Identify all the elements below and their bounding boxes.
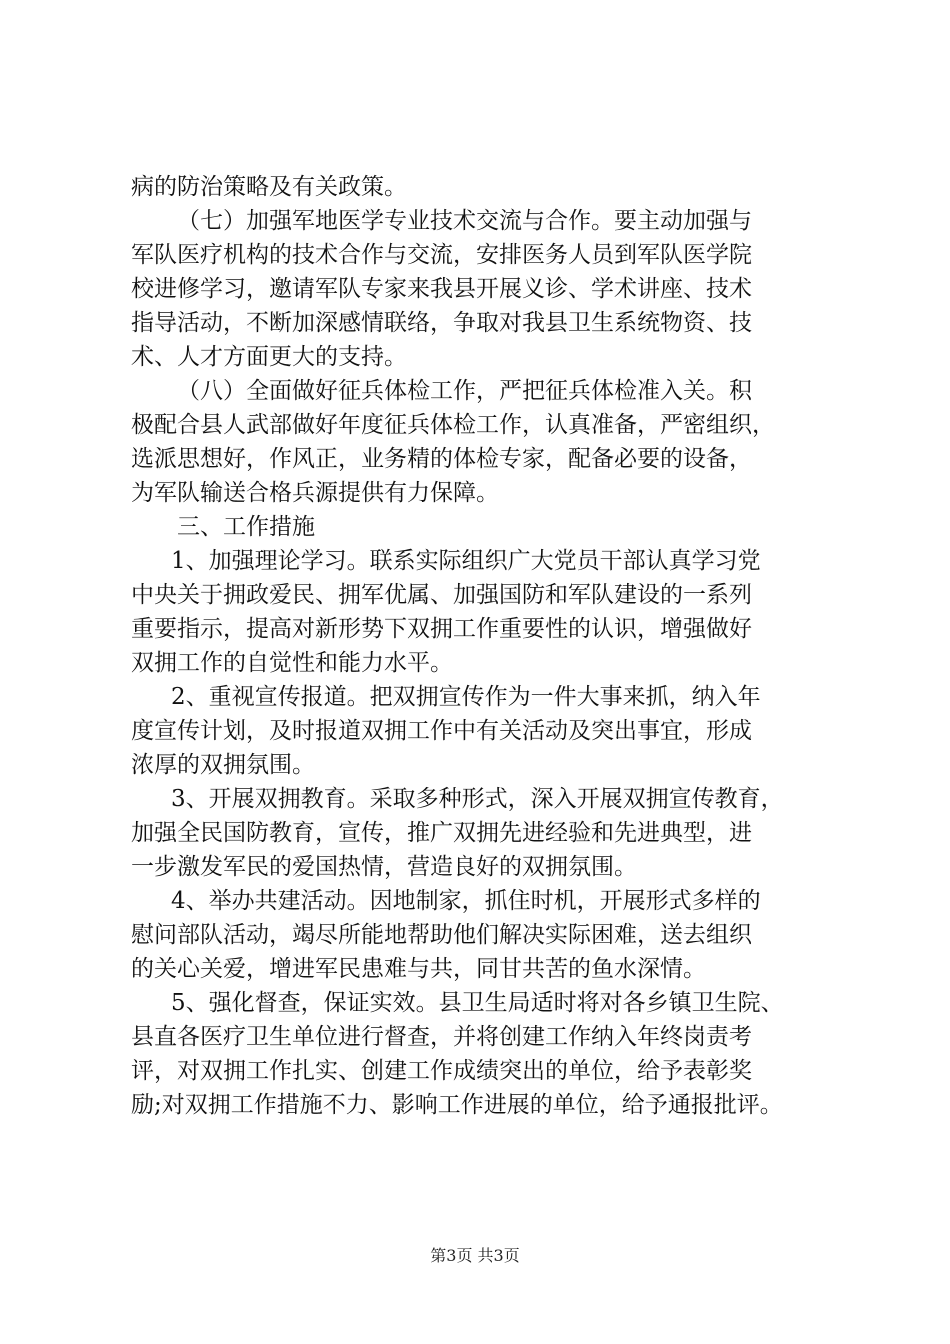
section-heading: 三、工作措施 xyxy=(177,514,315,540)
text-line: 军队医疗机构的技术合作与交流，安排医务人员到军队医学院 xyxy=(131,242,752,268)
text-line: 评，对双拥工作扎实、创建工作成绩突出的单位，给予表彰奖 xyxy=(131,1058,752,1084)
text-line: 励;对双拥工作措施不力、影响工作进展的单位，给予通报批评。 xyxy=(131,1092,783,1118)
text-line: 校进修学习，邀请军队专家来我县开展义诊、学术讲座、技术 xyxy=(131,276,752,302)
text-line: 5、强化督查，保证实效。县卫生局适时将对各乡镇卫生院、 xyxy=(171,990,784,1016)
text-line: 为军队输送合格兵源提供有力保障。 xyxy=(131,480,499,506)
text-line: 3、开展双拥教育。采取多种形式，深入开展双拥宣传教育， xyxy=(171,786,784,812)
text-line: 重要指示，提高对新形势下双拥工作重要性的认识，增强做好 xyxy=(131,616,752,642)
text-line: 2、重视宣传报道。把双拥宣传作为一件大事来抓，纳入年 xyxy=(171,684,761,710)
text-line: 1、加强理论学习。联系实际组织广大党员干部认真学习党 xyxy=(171,548,761,574)
text-line: 极配合县人武部做好年度征兵体检工作，认真准备，严密组织， xyxy=(131,412,775,438)
page-number-footer: 第3页 共3页 xyxy=(430,1246,520,1265)
text-line: 病的防治策略及有关政策。 xyxy=(131,174,407,200)
text-line: 县直各医疗卫生单位进行督查，并将创建工作纳入年终岗责考 xyxy=(131,1024,752,1050)
text-line: 术、人才方面更大的支持。 xyxy=(131,344,407,370)
text-line: 指导活动，不断加深感情联络，争取对我县卫生系统物资、技 xyxy=(131,310,752,336)
text-line: 双拥工作的自觉性和能力水平。 xyxy=(131,650,453,676)
text-line: 度宣传计划，及时报道双拥工作中有关活动及突出事宜，形成 xyxy=(131,718,752,744)
text-line: 4、举办共建活动。因地制家，抓住时机，开展形式多样的 xyxy=(171,888,761,914)
text-line: 中央关于拥政爱民、拥军优属、加强国防和军队建设的一系列 xyxy=(131,582,752,608)
text-line: （七）加强军地医学专业技术交流与合作。要主动加强与 xyxy=(177,208,752,234)
text-line: 选派思想好，作风正，业务精的体检专家，配备必要的设备， xyxy=(131,446,752,472)
text-line: （八）全面做好征兵体检工作，严把征兵体检准入关。积 xyxy=(177,378,752,404)
text-line: 加强全民国防教育，宣传，推广双拥先进经验和先进典型，进 xyxy=(131,820,752,846)
text-line: 浓厚的双拥氛围。 xyxy=(131,752,315,778)
text-line: 一步激发军民的爱国热情，营造良好的双拥氛围。 xyxy=(131,854,637,880)
text-line: 慰问部队活动，竭尽所能地帮助他们解决实际困难，送去组织 xyxy=(131,922,752,948)
text-line: 的关心关爱，增进军民患难与共，同甘共苦的鱼水深情。 xyxy=(131,956,706,982)
document-body xyxy=(131,170,831,1122)
